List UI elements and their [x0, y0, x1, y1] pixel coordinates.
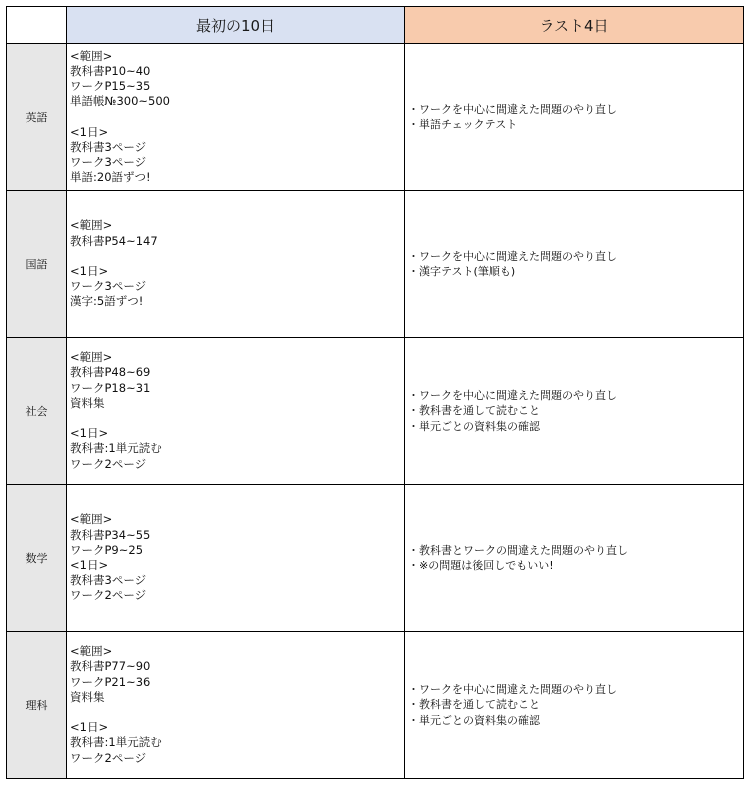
header-row [7, 7, 744, 44]
plan-line: <範囲> [70, 350, 113, 365]
last-4-days-cell [405, 191, 744, 338]
plan-line: ワーク2ページ [70, 588, 147, 603]
last-4-days-cell [405, 44, 744, 191]
plan-line: ワークP15~35 [70, 79, 151, 94]
review-item: ・教科書を通して読むこと [408, 698, 540, 712]
review-item: ・漢字テスト(筆順も) [408, 265, 516, 278]
plan-line: ワークP18~31 [70, 380, 151, 395]
plan-line: ワーク3ページ [70, 154, 147, 169]
plan-line: 教科書3ページ [70, 573, 147, 588]
last-4-days-cell [405, 632, 744, 779]
plan-line: 教科書:1単元読む [70, 735, 162, 750]
table-row [7, 44, 744, 191]
subject-cell: 数学 [7, 485, 67, 632]
first-10-days-cell [67, 632, 405, 779]
plan-line: <1日> [70, 264, 109, 278]
plan-line: ワークP21~36 [70, 674, 151, 689]
plan-line: 単語帳№300~500 [70, 94, 170, 109]
plan-line: <範囲> [70, 218, 113, 233]
plan-line: <範囲> [70, 48, 113, 63]
first-10-days-cell [67, 338, 405, 485]
plan-line: <1日> [70, 558, 109, 572]
spacer-line [70, 109, 404, 124]
subject-cell: 社会 [7, 338, 67, 485]
first-10-days-cell [67, 191, 405, 338]
review-item: ・ワークを中心に間違えた問題のやり直し [408, 683, 617, 697]
table-body [7, 44, 744, 779]
plan-line: 漢字:5語ずつ! [70, 294, 144, 309]
plan-line: <1日> [70, 426, 109, 441]
review-item: ・ワークを中心に間違えた問題のやり直し [408, 102, 617, 116]
review-item: ・教科書とワークの間違えた問題のやり直し [408, 543, 628, 557]
table-row [7, 191, 744, 338]
plan-line: 教科書P34~55 [70, 527, 151, 542]
plan-line: 教科書P54~147 [70, 233, 158, 248]
plan-line: <1日> [70, 124, 109, 139]
study-plan-table [6, 6, 744, 779]
plan-line: ワーク2ページ [70, 750, 147, 765]
review-item: ・単元ごとの資料集の確認 [408, 419, 540, 433]
plan-line: ワークP9~25 [70, 542, 144, 557]
review-item: ・ワークを中心に間違えた問題のやり直し [408, 249, 617, 263]
plan-line: 教科書P10~40 [70, 63, 151, 78]
plan-line: 単語:20語ずつ! [70, 170, 151, 185]
table-row [7, 632, 744, 779]
plan-line: 教科書P48~69 [70, 365, 151, 380]
header-subject-cell [7, 7, 67, 44]
table-row [7, 485, 744, 632]
review-item: ・ワークを中心に間違えた問題のやり直し [408, 389, 617, 403]
plan-line: ワーク2ページ [70, 456, 147, 471]
spacer-line [70, 411, 404, 426]
spacer-line [70, 705, 404, 720]
review-item: ・教科書を通して読むこと [408, 404, 540, 418]
plan-line: 教科書:1単元読む [70, 441, 162, 456]
plan-line: 資料集 [70, 395, 105, 410]
subject-cell: 英語 [7, 44, 67, 191]
plan-line: 資料集 [70, 689, 105, 704]
review-item: ・単語チェックテスト [408, 118, 518, 131]
plan-line: 教科書P77~90 [70, 659, 151, 674]
table-row [7, 338, 744, 485]
last-4-days-cell [405, 338, 744, 485]
spacer-line [70, 249, 404, 264]
header-last-4-days: ラスト4日 [405, 7, 744, 44]
plan-line: ワーク3ページ [70, 279, 147, 294]
header-first-10-days: 最初の10日 [67, 7, 405, 44]
plan-line: 教科書3ページ [70, 139, 147, 154]
plan-line: <範囲> [70, 512, 113, 527]
subject-cell: 国語 [7, 191, 67, 338]
review-item: ・単元ごとの資料集の確認 [408, 713, 540, 727]
first-10-days-cell [67, 44, 405, 191]
plan-line: <範囲> [70, 644, 113, 659]
plan-line: <1日> [70, 720, 109, 735]
first-10-days-cell [67, 485, 405, 632]
review-item: ・※の問題は後回しでもいい! [408, 559, 554, 572]
last-4-days-cell [405, 485, 744, 632]
subject-cell: 理科 [7, 632, 67, 779]
